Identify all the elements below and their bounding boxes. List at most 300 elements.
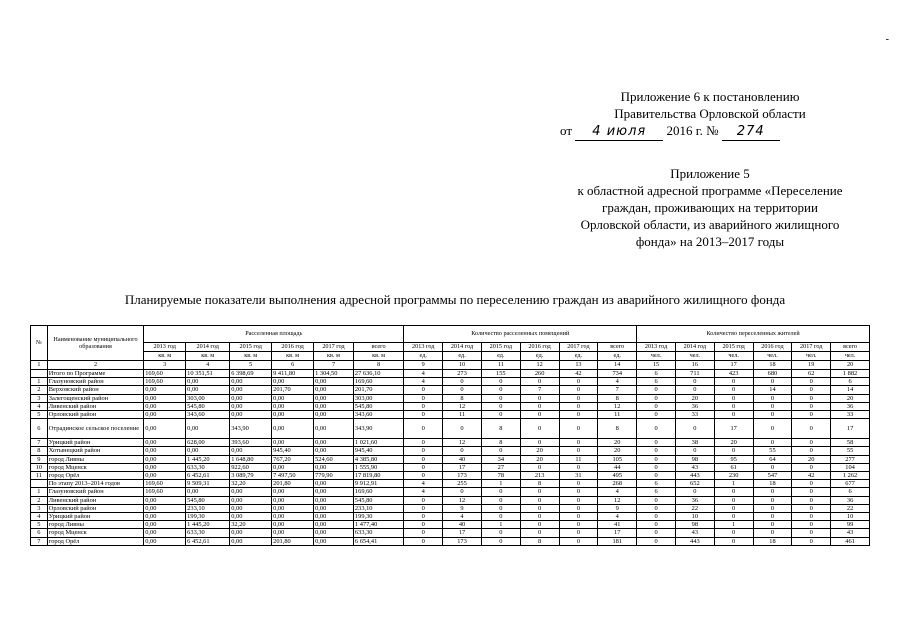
value-cell: 0 <box>792 529 831 537</box>
value-cell: 169,60 <box>144 370 186 378</box>
value-cell: 922,60 <box>230 463 272 471</box>
value-cell: 0,00 <box>230 447 272 455</box>
value-cell: 545,80 <box>186 496 230 504</box>
value-cell: 36 <box>831 496 870 504</box>
value-cell: 0 <box>520 419 559 439</box>
value-cell: 680 <box>753 370 792 378</box>
value-cell: 40 <box>443 455 482 463</box>
value-cell: 0 <box>520 488 559 496</box>
value-cell: 0,00 <box>144 455 186 463</box>
value-cell: 8 <box>481 419 520 439</box>
value-cell: 0,00 <box>230 504 272 512</box>
value-cell: 0,00 <box>186 386 230 394</box>
table-row <box>31 419 870 439</box>
municipality-name: город Орёл <box>47 472 143 480</box>
value-cell: 0 <box>753 411 792 419</box>
value-cell: 0 <box>792 504 831 512</box>
value-cell: 0 <box>675 419 714 439</box>
value-cell: 20 <box>675 394 714 402</box>
value-cell: 34 <box>481 455 520 463</box>
value-cell: 233,10 <box>186 504 230 512</box>
value-cell: 43 <box>675 463 714 471</box>
value-cell: 36 <box>675 402 714 410</box>
value-cell: 0 <box>792 537 831 545</box>
value-cell: 4 <box>404 370 443 378</box>
value-cell: 20 <box>520 447 559 455</box>
municipality-name: Глазуновский район <box>47 488 143 496</box>
value-cell: 0 <box>559 378 598 386</box>
value-cell: 0 <box>481 378 520 386</box>
value-cell: 0,00 <box>314 394 354 402</box>
value-cell: 6 <box>637 480 676 488</box>
value-cell: 0 <box>443 488 482 496</box>
value-cell: 0,00 <box>272 529 314 537</box>
unit-header: кв. м <box>144 352 186 361</box>
table-row <box>31 386 870 394</box>
value-cell: 98 <box>675 455 714 463</box>
value-cell: 0,00 <box>186 488 230 496</box>
value-cell: 0 <box>792 488 831 496</box>
unit-header: чел. <box>714 352 753 361</box>
value-cell: 6 <box>637 488 676 496</box>
row-number: 6 <box>31 419 48 439</box>
year-header: 2013 год <box>404 343 443 352</box>
unit-header: чел. <box>753 352 792 361</box>
value-cell: 0 <box>675 447 714 455</box>
value-cell: 443 <box>675 537 714 545</box>
column-number: 15 <box>637 361 676 370</box>
value-cell: 0,00 <box>230 488 272 496</box>
row-number: 3 <box>31 504 48 512</box>
value-cell: 9 509,31 <box>186 480 230 488</box>
value-cell: 393,60 <box>230 439 272 447</box>
unit-header: ед. <box>520 352 559 361</box>
value-cell: 0,00 <box>144 402 186 410</box>
value-cell: 0 <box>792 480 831 488</box>
value-cell: 0,00 <box>272 411 314 419</box>
value-cell: 273 <box>443 370 482 378</box>
table-row <box>31 463 870 471</box>
year-header: 2014 год <box>186 343 230 352</box>
value-cell: 677 <box>831 480 870 488</box>
value-cell: 0 <box>481 496 520 504</box>
value-cell: 4 385,80 <box>353 455 403 463</box>
value-cell: 0 <box>404 447 443 455</box>
column-number: 19 <box>792 361 831 370</box>
value-cell: 8 <box>598 419 637 439</box>
appendix-6-line1: Приложение 6 к постановлению <box>620 89 800 104</box>
value-cell: 711 <box>675 370 714 378</box>
table-row <box>31 394 870 402</box>
value-cell: 0 <box>559 513 598 521</box>
value-cell: 0,00 <box>230 529 272 537</box>
value-cell: 95 <box>714 455 753 463</box>
value-cell: 33 <box>831 411 870 419</box>
value-cell: 423 <box>714 370 753 378</box>
value-cell: 55 <box>831 447 870 455</box>
value-cell: 14 <box>753 386 792 394</box>
value-cell: 12 <box>598 496 637 504</box>
table-row <box>31 447 870 455</box>
value-cell: 11 <box>559 455 598 463</box>
value-cell: 0 <box>753 394 792 402</box>
row-number: 5 <box>31 521 48 529</box>
value-cell: 0 <box>714 394 753 402</box>
year-text: 2016 г. № <box>666 123 719 138</box>
value-cell: 1 021,60 <box>353 439 403 447</box>
value-cell: 0 <box>559 496 598 504</box>
value-cell: 0,00 <box>144 472 186 480</box>
value-cell: 0 <box>792 463 831 471</box>
value-cell: 0 <box>637 419 676 439</box>
col-name-header: Наименование муниципального образования <box>47 326 143 361</box>
municipality-name: По этапу 2013–2014 годов <box>47 480 143 488</box>
value-cell: 20 <box>598 439 637 447</box>
value-cell: 0 <box>792 521 831 529</box>
value-cell: 0,00 <box>272 378 314 386</box>
value-cell: 1 555,90 <box>353 463 403 471</box>
value-cell: 41 <box>598 521 637 529</box>
column-number: 11 <box>481 361 520 370</box>
value-cell: 0 <box>481 386 520 394</box>
year-header: 2016 год <box>520 343 559 352</box>
value-cell: 0 <box>520 439 559 447</box>
value-cell: 0 <box>637 402 676 410</box>
value-cell: 734 <box>598 370 637 378</box>
column-numbers-row <box>31 361 870 370</box>
value-cell: 0 <box>481 504 520 512</box>
municipality-name: Верховский район <box>47 386 143 394</box>
value-cell: 155 <box>481 370 520 378</box>
value-cell: 0 <box>481 488 520 496</box>
value-cell: 4 <box>598 513 637 521</box>
value-cell: 1 445,20 <box>186 455 230 463</box>
value-cell: 303,00 <box>186 394 230 402</box>
value-cell: 6 398,69 <box>230 370 272 378</box>
year-header: 2015 год <box>481 343 520 352</box>
value-cell: 43 <box>675 529 714 537</box>
value-cell: 169,60 <box>144 488 186 496</box>
unit-header: кв. м <box>230 352 272 361</box>
table-row <box>31 472 870 480</box>
value-cell: 0 <box>520 463 559 471</box>
table-row <box>31 496 870 504</box>
value-cell: 0 <box>443 419 482 439</box>
value-cell: 0 <box>559 537 598 545</box>
value-cell: 0 <box>404 537 443 545</box>
value-cell: 0 <box>753 378 792 386</box>
value-cell: 0 <box>443 378 482 386</box>
appendix-5-line3: граждан, проживающих на территории <box>602 200 818 215</box>
value-cell: 0 <box>714 513 753 521</box>
municipality-name: Отрадинское сельское поселение <box>47 419 143 439</box>
value-cell: 0 <box>481 411 520 419</box>
value-cell: 0 <box>753 504 792 512</box>
table-row <box>31 513 870 521</box>
municipality-name: Итого по Программе <box>47 370 143 378</box>
value-cell: 1 <box>714 480 753 488</box>
value-cell: 12 <box>443 439 482 447</box>
row-number: 3 <box>31 394 48 402</box>
value-cell: 0 <box>443 386 482 394</box>
value-cell: 0 <box>753 402 792 410</box>
value-cell: 22 <box>675 504 714 512</box>
value-cell: 169,60 <box>144 378 186 386</box>
value-cell: 0,00 <box>272 513 314 521</box>
row-number: 11 <box>31 472 48 480</box>
value-cell: 0,00 <box>272 419 314 439</box>
row-number: 7 <box>31 439 48 447</box>
value-cell: 9 <box>598 504 637 512</box>
value-cell: 0 <box>753 521 792 529</box>
value-cell: 18 <box>753 480 792 488</box>
value-cell: 40 <box>443 521 482 529</box>
value-cell: 0 <box>792 411 831 419</box>
column-number: 7 <box>314 361 354 370</box>
value-cell: 1 648,80 <box>230 455 272 463</box>
value-cell: 945,40 <box>272 447 314 455</box>
value-cell: 0,00 <box>144 513 186 521</box>
column-number: 5 <box>230 361 272 370</box>
value-cell: 20 <box>520 455 559 463</box>
column-number: 18 <box>753 361 792 370</box>
value-cell: 0 <box>714 402 753 410</box>
value-cell: 0,00 <box>314 529 354 537</box>
value-cell: 0 <box>753 463 792 471</box>
value-cell: 0,00 <box>314 378 354 386</box>
value-cell: 17 <box>443 463 482 471</box>
value-cell: 652 <box>675 480 714 488</box>
value-cell: 0 <box>559 480 598 488</box>
row-number: 8 <box>31 447 48 455</box>
value-cell: 0 <box>792 386 831 394</box>
value-cell: 201,70 <box>353 386 403 394</box>
value-cell: 27 636,10 <box>353 370 403 378</box>
document-title: Планируемые показатели выполнения адресной программы по переселению граждан из аварийного жилищного фонда <box>124 292 786 307</box>
value-cell: 0 <box>792 402 831 410</box>
handwritten-number: 274 <box>722 123 780 141</box>
value-cell: 6 654,41 <box>353 537 403 545</box>
value-cell: 0 <box>714 447 753 455</box>
column-number: 17 <box>714 361 753 370</box>
value-cell: 9 411,80 <box>272 370 314 378</box>
value-cell: 7 497,50 <box>272 472 314 480</box>
row-number: 9 <box>31 455 48 463</box>
value-cell: 0 <box>792 447 831 455</box>
units-header-row <box>31 352 870 361</box>
value-cell: 0,00 <box>314 402 354 410</box>
municipality-name: город Мценск <box>47 463 143 471</box>
appendix-6-date-line <box>560 122 860 141</box>
value-cell: 0 <box>559 411 598 419</box>
value-cell: 169,60 <box>353 378 403 386</box>
value-cell: 0 <box>520 402 559 410</box>
value-cell: 11 <box>443 411 482 419</box>
column-number: 1 <box>31 361 48 370</box>
year-header: 2017 год <box>314 343 354 352</box>
value-cell: 633,30 <box>353 529 403 537</box>
value-cell: 6 <box>637 370 676 378</box>
value-cell: 0 <box>520 378 559 386</box>
unit-header: ед. <box>443 352 482 361</box>
row-number <box>31 370 48 378</box>
value-cell: 303,00 <box>353 394 403 402</box>
value-cell: 20 <box>598 447 637 455</box>
value-cell: 8 <box>520 480 559 488</box>
row-number: 7 <box>31 537 48 545</box>
value-cell: 11 <box>598 411 637 419</box>
value-cell: 8 <box>443 394 482 402</box>
value-cell: 343,90 <box>230 419 272 439</box>
value-cell: 0 <box>753 529 792 537</box>
municipality-name: Ливенский район <box>47 496 143 504</box>
value-cell: 0,00 <box>314 496 354 504</box>
value-cell: 0 <box>481 447 520 455</box>
value-cell: 545,80 <box>186 402 230 410</box>
municipality-name: Глазуновский район <box>47 378 143 386</box>
value-cell: 628,00 <box>186 439 230 447</box>
value-cell: 0 <box>637 504 676 512</box>
municipality-name: город Мценск <box>47 529 143 537</box>
value-cell: 42 <box>792 472 831 480</box>
value-cell: 633,30 <box>186 529 230 537</box>
value-cell: 0 <box>792 394 831 402</box>
value-cell: 0 <box>792 439 831 447</box>
value-cell: 0 <box>792 513 831 521</box>
column-number: 12 <box>520 361 559 370</box>
value-cell: 62 <box>792 370 831 378</box>
municipality-name: Урицкий район <box>47 439 143 447</box>
value-cell: 0 <box>520 513 559 521</box>
value-cell: 633,30 <box>186 463 230 471</box>
value-cell: 0 <box>753 419 792 439</box>
value-cell: 32,20 <box>230 480 272 488</box>
unit-header: ед. <box>481 352 520 361</box>
municipality-name: Орловский район <box>47 411 143 419</box>
table-row <box>31 488 870 496</box>
value-cell: 0 <box>404 419 443 439</box>
value-cell: 201,80 <box>272 480 314 488</box>
value-cell: 0 <box>714 504 753 512</box>
unit-header: ед. <box>404 352 443 361</box>
value-cell: 10 <box>831 513 870 521</box>
value-cell: 0 <box>559 521 598 529</box>
value-cell: 0 <box>404 394 443 402</box>
unit-header: кв. м <box>314 352 354 361</box>
value-cell: 461 <box>831 537 870 545</box>
municipality-name: Залегощенский район <box>47 394 143 402</box>
value-cell: 7 <box>520 386 559 394</box>
value-cell: 33 <box>675 411 714 419</box>
table-row <box>31 480 870 488</box>
row-number: 6 <box>31 529 48 537</box>
value-cell: 201,80 <box>272 537 314 545</box>
unit-header: чел. <box>792 352 831 361</box>
value-cell: 0,00 <box>144 394 186 402</box>
municipality-name: город Орёл <box>47 537 143 545</box>
value-cell: 0 <box>559 386 598 394</box>
municipality-name: Урицкий район <box>47 513 143 521</box>
value-cell: 12 <box>443 496 482 504</box>
unit-header: чел. <box>637 352 676 361</box>
year-header: 2016 год <box>272 343 314 352</box>
unit-header: кв. м <box>353 352 403 361</box>
value-cell: 4 <box>404 488 443 496</box>
indicators-table-wrapper <box>30 325 870 546</box>
value-cell: 6 <box>831 378 870 386</box>
value-cell: 0,00 <box>272 439 314 447</box>
column-number: 16 <box>675 361 714 370</box>
value-cell: 169,60 <box>353 488 403 496</box>
value-cell: 0 <box>637 513 676 521</box>
table-row <box>31 529 870 537</box>
value-cell: 9 <box>443 504 482 512</box>
value-cell: 0,00 <box>230 378 272 386</box>
value-cell: 0 <box>404 463 443 471</box>
scan-mark: - <box>885 34 889 45</box>
value-cell: 0 <box>481 394 520 402</box>
value-cell: 0 <box>559 419 598 439</box>
unit-header: кв. м <box>272 352 314 361</box>
value-cell: 14 <box>831 386 870 394</box>
value-cell: 12 <box>598 402 637 410</box>
value-cell: 268 <box>598 480 637 488</box>
value-cell: 10 <box>675 513 714 521</box>
municipality-name: Ливенский район <box>47 402 143 410</box>
value-cell: 0 <box>559 447 598 455</box>
table-row <box>31 537 870 545</box>
value-cell: 1 <box>481 480 520 488</box>
value-cell: 0,00 <box>314 439 354 447</box>
value-cell: 1 <box>714 521 753 529</box>
value-cell: 0 <box>559 529 598 537</box>
year-header: 2013 год <box>144 343 186 352</box>
municipality-name: Орловский район <box>47 504 143 512</box>
value-cell: 0 <box>520 504 559 512</box>
table-row <box>31 402 870 410</box>
value-cell: 0,00 <box>272 521 314 529</box>
value-cell: 0 <box>675 378 714 386</box>
value-cell: 22 <box>831 504 870 512</box>
value-cell: 0 <box>714 411 753 419</box>
year-header: 2014 год <box>675 343 714 352</box>
value-cell: 169,60 <box>144 480 186 488</box>
value-cell: 0 <box>520 496 559 504</box>
row-number: 10 <box>31 463 48 471</box>
column-number: 9 <box>404 361 443 370</box>
municipality-name: город Ливны <box>47 521 143 529</box>
value-cell: 0 <box>637 394 676 402</box>
value-cell: 0,00 <box>186 378 230 386</box>
value-cell: 8 <box>481 439 520 447</box>
value-cell: 0,00 <box>144 419 186 439</box>
value-cell: 64 <box>753 455 792 463</box>
value-cell: 173 <box>443 537 482 545</box>
value-cell: 0,00 <box>314 463 354 471</box>
value-cell: 55 <box>753 447 792 455</box>
unit-header: ед. <box>598 352 637 361</box>
value-cell: 0,00 <box>230 513 272 521</box>
value-cell: 0,00 <box>230 537 272 545</box>
value-cell: 6 <box>637 378 676 386</box>
column-number: 3 <box>144 361 186 370</box>
year-header: 2015 год <box>714 343 753 352</box>
row-number <box>31 480 48 488</box>
value-cell: 32,20 <box>230 521 272 529</box>
value-cell: 0 <box>481 513 520 521</box>
value-cell: 0,00 <box>314 521 354 529</box>
value-cell: 0,00 <box>314 411 354 419</box>
